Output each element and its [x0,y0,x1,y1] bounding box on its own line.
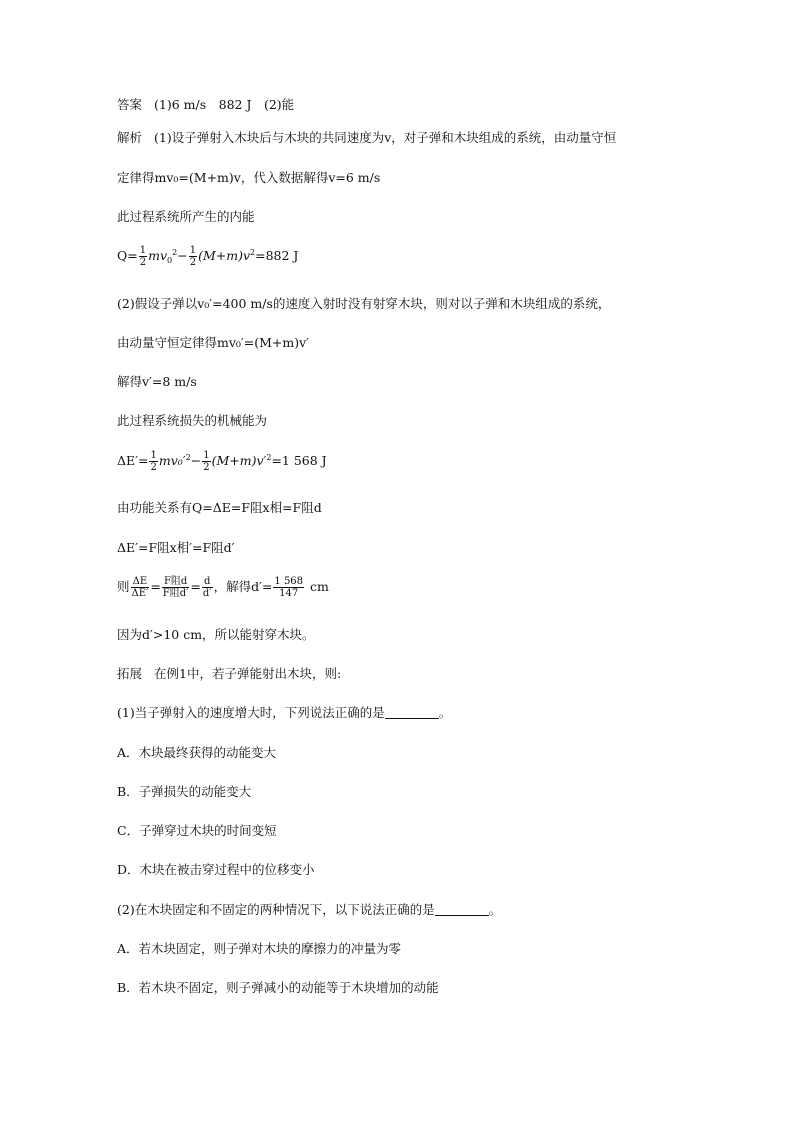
fraction [149,450,157,473]
question-2-end: 。 [488,902,502,917]
analysis-line-11: ΔE′=F阻x相′=F阻d′ [117,540,235,555]
answer-label: 答案 [117,97,143,112]
ratio-equation [117,576,329,599]
eq-rhs: =1 568 J [271,453,327,468]
frac-den: d′ [202,588,212,599]
minus: − [177,248,188,263]
extension-label: 拓展 [117,666,143,681]
q1-option-a: A．木块最终获得的动能变大 [117,745,277,760]
extension-line [117,666,341,682]
frac-num: d [202,576,213,588]
frac-den: 2 [139,257,147,268]
q2-option-b: B．若木块不固定，则子弹减小的动能等于木块增加的动能 [117,980,439,995]
analysis-line-5: (2)假设子弹以v₀′=400 m/s的速度入射时没有射穿木块，则对以子弹和木块组成的系统， [117,296,611,311]
frac-den: 147 [279,588,299,599]
q2-option-a: A．若木块固定，则子弹对木块的摩擦力的冲量为零 [117,941,402,956]
frac-den: 2 [189,257,197,268]
mech-energy-equation [117,450,327,473]
frac-den: 2 [150,462,157,473]
q1-option-b: B．子弹损失的动能变大 [117,784,252,799]
analysis-line-3: 此过程系统所产生的内能 [117,209,255,224]
fraction [273,576,304,599]
subscript: 0 [167,256,173,265]
eq-term: (M+m)v′ [211,453,267,468]
analysis-text-1: (1)设子弹射入木块后与木块的共同速度为v，对子弹和木块组成的系统，由动量守恒 [154,130,617,145]
answer-content: (1)6 m/s 882 J (2)能 [154,97,295,112]
frac-den: 2 [203,462,210,473]
analysis-line-1 [117,130,616,146]
analysis-line-6: 由动量守恒定律得mv₀′=(M+m)v′ [117,335,310,350]
frac-num: 1 [189,245,197,256]
superscript: 2 [250,248,256,257]
eq-rhs: =882 J [255,248,299,263]
fraction [131,576,150,599]
unit: cm [310,579,329,594]
analysis-line-2: 定律得mv₀=(M+m)v，代入数据解得v=6 m/s [117,170,381,185]
question-1-stem: (1)当子弹射入的速度增大时，下列说法正确的是 [117,705,385,720]
answer-blank [385,706,439,719]
question-2-stem: (2)在木块固定和不固定的两种情况下，以下说法正确的是 [117,902,435,917]
fraction [162,576,190,599]
eq-term: (M+m)v [198,248,251,263]
energy-equation [117,245,298,269]
ratio-mid: ，解得d′= [213,579,273,594]
frac-num: ΔE [131,576,150,588]
question-2 [117,902,501,918]
eq-lhs: ΔE′= [117,453,149,468]
analysis-line-13: 因为d′>10 cm，所以能射穿木块。 [117,627,315,642]
frac-num: 1 [150,450,157,461]
question-1-end: 。 [438,705,452,720]
eq-term: mv₀′ [158,453,186,468]
minus: − [190,453,202,468]
analysis-line-10: 由功能关系有Q=ΔE=F阻x相=F阻d [117,500,322,515]
answer-line [117,97,294,113]
equals: = [150,579,161,594]
q1-option-c: C．子弹穿过木块的时间变短 [117,823,277,838]
answer-blank [435,903,489,916]
frac-den: ΔE′ [131,588,149,599]
eq-term: mv [148,248,168,263]
frac-num: F阻d [162,576,190,588]
ratio-prefix: 则 [117,579,130,594]
fraction [139,245,147,268]
superscript: 2 [172,248,178,257]
frac-num: 1 568 [274,576,304,587]
analysis-line-7: 解得v′=8 m/s [117,374,197,389]
fraction [189,245,197,268]
question-1 [117,705,451,721]
equals: = [190,579,201,594]
frac-num: 1 [203,450,210,461]
superscript: 2 [185,453,191,462]
analysis-label: 解析 [117,130,143,145]
superscript: 2 [266,453,272,462]
q1-option-d: D．木块在被击穿过程中的位移变小 [117,862,315,877]
extension-text: 在例1中，若子弹能射出木块，则: [154,666,342,681]
frac-den: F阻d′ [162,588,189,599]
analysis-line-8: 此过程系统损失的机械能为 [117,413,268,428]
fraction [202,450,210,473]
fraction [202,576,213,599]
eq-lhs: Q= [117,248,138,263]
frac-num: 1 [139,245,147,256]
